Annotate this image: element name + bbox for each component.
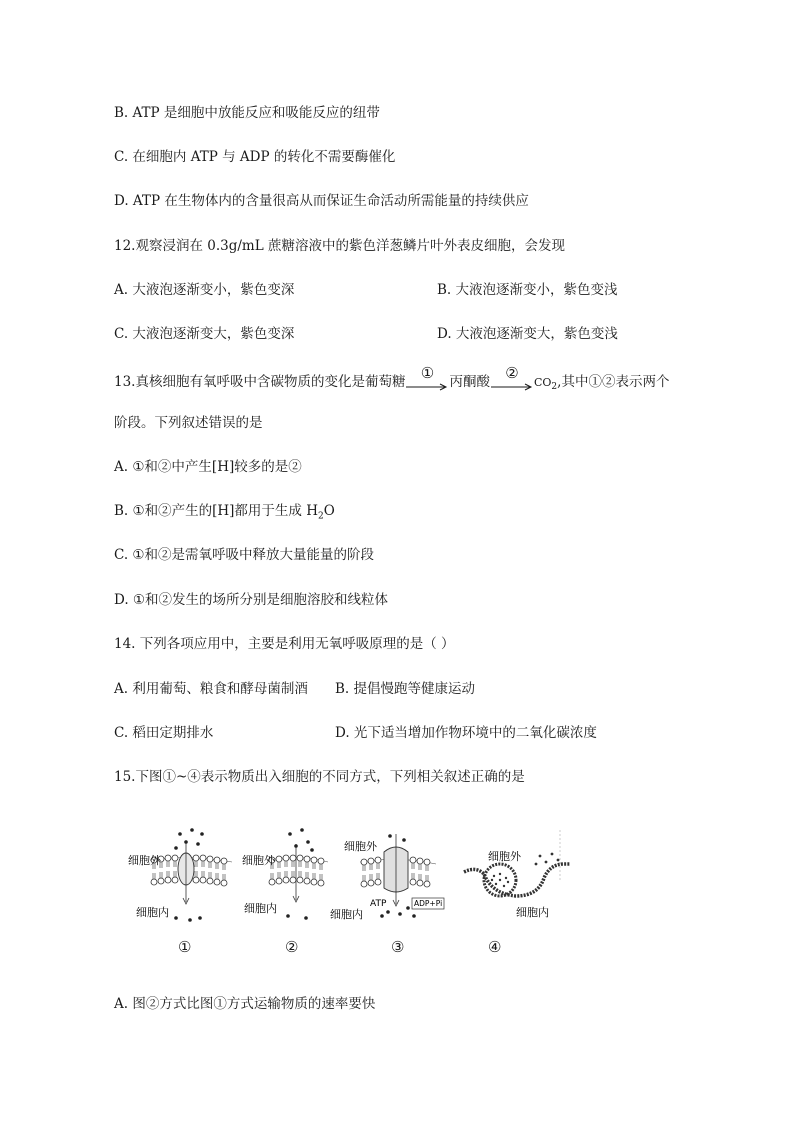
outside-label: 细胞外 <box>344 840 377 853</box>
figure-label-3: ③ <box>391 938 405 956</box>
inside-label: 细胞内 <box>244 902 277 915</box>
outside-label: 细胞外 <box>128 854 161 867</box>
figure-label-4: ④ <box>488 938 502 956</box>
inside-label: 细胞内 <box>136 906 169 919</box>
panel-3 <box>330 834 444 921</box>
inside-label: 细胞内 <box>330 908 363 921</box>
outside-label: 细胞外 <box>488 850 521 863</box>
q14-option-d: D. 光下适当增加作物环境中的二氧化碳浓度 <box>335 725 597 741</box>
q12-option-b: B. 大液泡逐渐变小，紫色变浅 <box>437 282 618 298</box>
q13-stem-end: ,其中①②表示两个 <box>557 374 670 390</box>
panel-2 <box>242 828 328 920</box>
figure-label-2: ② <box>285 938 299 956</box>
figure-label-1: ① <box>178 938 192 956</box>
q12-option-c: C. 大液泡逐渐变大，紫色变深 <box>114 326 295 342</box>
q11-option-d: D. ATP 在生物体内的含量很高从而保证生命活动所需能量的持续供应 <box>114 193 529 209</box>
q13-stem-line2: 阶段。下列叙述错误的是 <box>114 415 263 431</box>
q13-option-d: D. ①和②发生的场所分别是细胞溶胶和线粒体 <box>114 592 389 608</box>
q14-option-a: A. 利用葡萄、粮食和酵母菌制酒 <box>114 681 308 697</box>
adp-pi-label: ADP+Pi <box>414 899 443 908</box>
panel-1 <box>128 828 232 922</box>
arrow-right-icon <box>405 374 449 392</box>
q11-option-c: C. 在细胞内 ATP 与 ADP 的转化不需要酶催化 <box>114 149 396 165</box>
q13-arrow-1 <box>405 363 449 392</box>
panel-4 <box>464 830 570 919</box>
q14-option-c: C. 稻田定期排水 <box>114 725 214 741</box>
outside-label: 细胞外 <box>242 854 275 867</box>
q12-option-d: D. 大液泡逐渐变大，紫色变浅 <box>437 326 618 342</box>
q15-stem: 15.下图①~④表示物质出入细胞的不同方式，下列相关叙述正确的是 <box>114 769 525 785</box>
q13-step2-label: ② <box>505 363 519 382</box>
inside-label: 细胞内 <box>516 906 549 919</box>
q13-stem <box>114 363 670 396</box>
q13-arrow-2 <box>490 363 534 392</box>
q13-option-a: A. ①和②中产生[H]较多的是② <box>114 459 302 475</box>
q12-option-a: A. 大液泡逐渐变小，紫色变深 <box>114 282 295 298</box>
q13-option-b: B. ①和②产生的[H]都用于生成 $H_2O$ <box>114 503 335 522</box>
q11-option-b: B. ATP 是细胞中放能反应和吸能反应的纽带 <box>114 105 380 121</box>
membrane <box>150 853 232 886</box>
q13-step1-label: ① <box>420 363 435 382</box>
q14-stem: 14. 下列各项应用中，主要是利用无氧呼吸原理的是（ ） <box>114 636 455 652</box>
q14-option-b: B. 提倡慢跑等健康运动 <box>335 681 476 697</box>
q12-stem: 12.观察浸润在 0.3g/mL 蔗糖溶液中的紫色洋葱鳞片叶外表皮细胞，会发现 <box>114 238 565 254</box>
q13-intermediate: 丙酮酸 <box>449 374 490 390</box>
atp-label: ATP <box>370 899 387 909</box>
q15-option-a: A. 图②方式比图①方式运输物质的速率要快 <box>114 996 376 1012</box>
arrow-right-icon <box>490 374 534 392</box>
q13-stem-start: 13.真核细胞有氧呼吸中含碳物质的变化是葡萄糖 <box>114 374 406 390</box>
q13-product: $CO_2$ <box>533 376 558 393</box>
q13-option-c: C. ①和②是需氧呼吸中释放大量能量的阶段 <box>114 547 375 563</box>
